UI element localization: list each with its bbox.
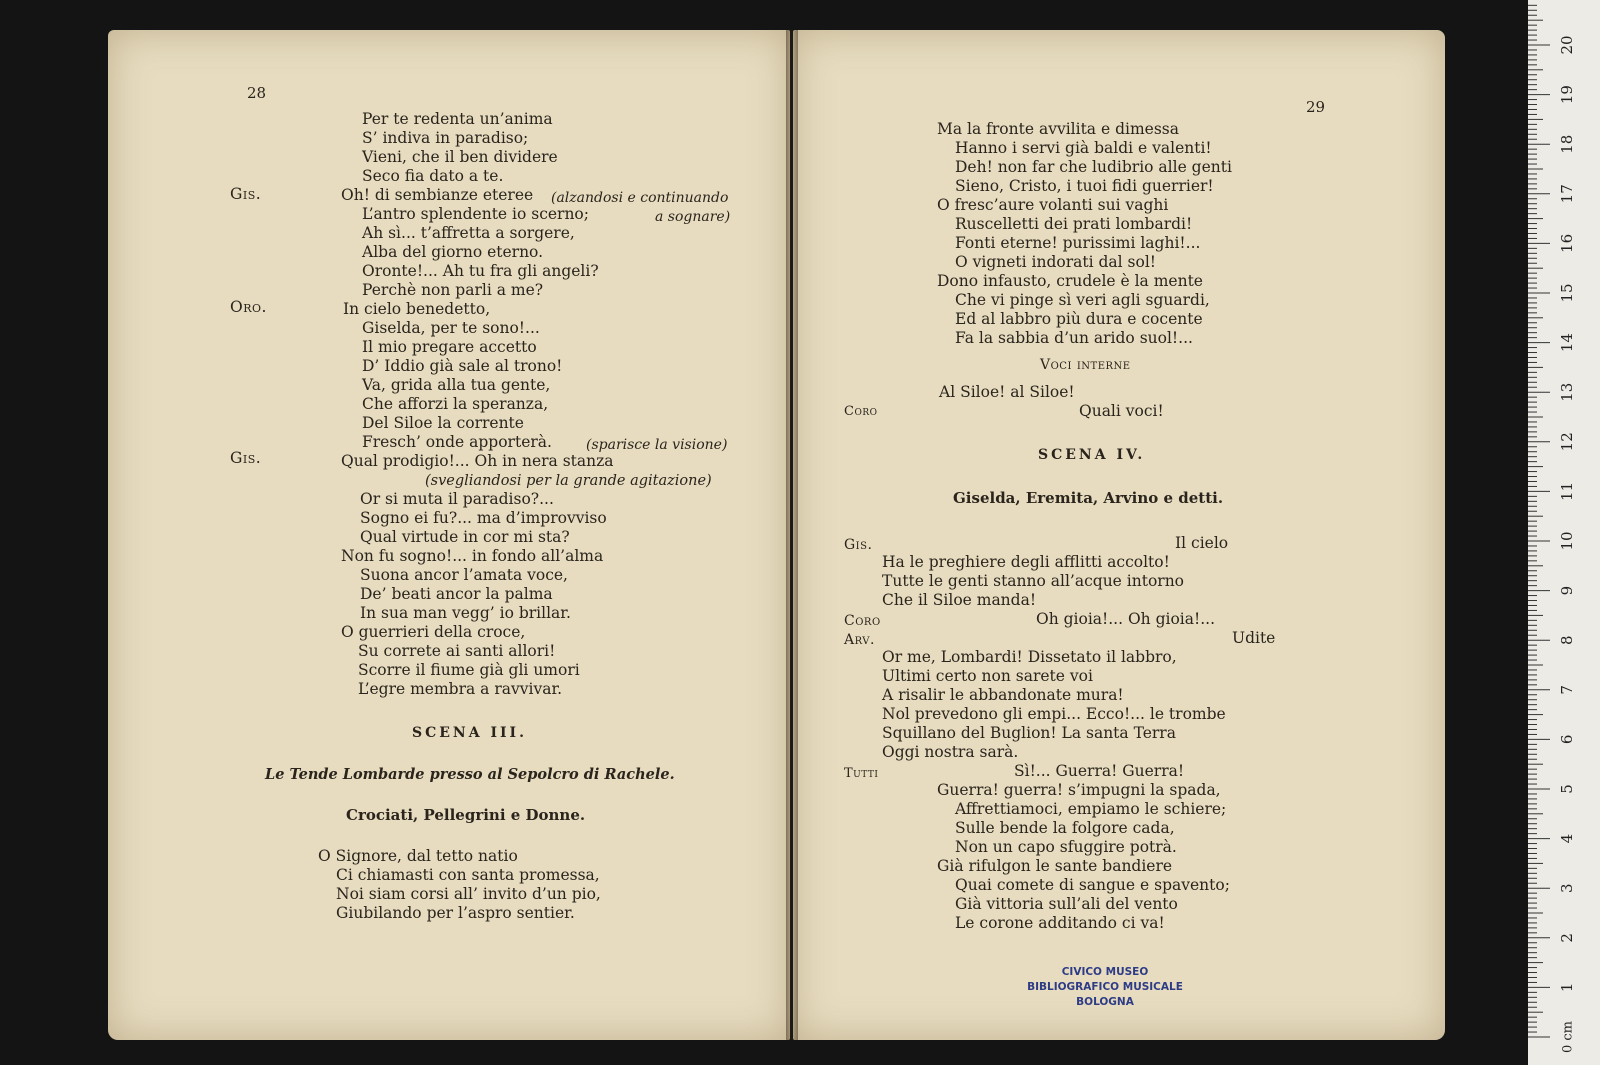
measuring-ruler xyxy=(1528,0,1600,1065)
library-stamp xyxy=(1020,965,1190,1010)
chorus-line: Ci chiamasti con santa promessa, xyxy=(336,866,600,884)
verse-line: Fresch’ onde apporterà. xyxy=(362,433,552,451)
ruler-number: 20 xyxy=(1558,35,1576,55)
verse-line: Hanno i servi già baldi e valenti! xyxy=(955,139,1212,157)
stage-direction: (svegliandosi per la grande agitazione) xyxy=(425,473,712,489)
verse-line: Va, grida alla tua gente, xyxy=(362,376,551,394)
ruler-number: 4 xyxy=(1558,833,1576,844)
speaker-label: Gis. xyxy=(230,449,262,467)
page-number: 29 xyxy=(1306,98,1326,116)
verse-line: L’egre membra a ravvivar. xyxy=(358,680,563,698)
verse-line: Guerra! guerra! s’impugni la spada, xyxy=(937,781,1221,799)
verse-line: Suona ancor l’amata voce, xyxy=(360,566,568,584)
ruler-number: 9 xyxy=(1558,585,1576,596)
verse-line: Seco fia dato a te. xyxy=(362,167,504,185)
verse-line: Oggi nostra sarà. xyxy=(882,743,1019,761)
verse-line: Sogno ei fu?... ma d’improvviso xyxy=(360,509,607,527)
verse-line: Or si muta il paradiso?... xyxy=(360,490,554,508)
verse-line: Sulle bende la folgore cada, xyxy=(955,819,1175,837)
verse-line: Che vi pinge sì veri agli sguardi, xyxy=(955,291,1210,309)
verse-line: Oh! di sembianze eteree xyxy=(341,186,534,204)
ruler-number: 10 xyxy=(1558,531,1576,551)
ruler-scale xyxy=(1528,0,1600,1065)
verse-line: Deh! non far che ludibrio alle genti xyxy=(955,158,1232,176)
verse-line: De’ beati ancor la palma xyxy=(360,585,553,603)
verse-line: Già vittoria sull’ali del vento xyxy=(955,895,1178,913)
stamp-line: CIVICO MUSEO xyxy=(1061,966,1149,978)
ruler-number: 1 xyxy=(1558,982,1576,993)
verse-line: Quai comete di sangue e spavento; xyxy=(955,876,1230,894)
chorus-line: Giubilando per l’aspro sentier. xyxy=(336,904,575,922)
ruler-zero-label: 0 cm xyxy=(1560,1020,1576,1054)
verse-line: Scorre il fiume già gli umori xyxy=(358,661,580,679)
verse-line: Qual prodigio!... Oh in nera stanza xyxy=(341,452,614,470)
ruler-number: 8 xyxy=(1558,635,1576,645)
speaker-label: Gis. xyxy=(230,185,262,203)
verse-line: Non un capo sfuggire potrà. xyxy=(955,838,1177,856)
verse-line: O fresc’aure volanti sui vaghi xyxy=(937,196,1169,214)
speaker-label: Gis. xyxy=(844,537,873,553)
verse-line: Alba del giorno eterno. xyxy=(362,243,544,261)
verse-line: Ruscelletti dei prati lombardi! xyxy=(955,215,1193,233)
ruler-number: 13 xyxy=(1558,382,1576,402)
speaker-label: Arv. xyxy=(844,632,875,648)
page-number: 28 xyxy=(247,84,267,102)
ruler-number: 11 xyxy=(1558,481,1576,501)
verse-line: A risalir le abbandonate mura! xyxy=(882,686,1124,704)
chorus-line: Noi siam corsi all’ invito d’un pio, xyxy=(336,885,601,903)
verse-line: Vieni, che il ben dividere xyxy=(362,148,558,166)
verse-line: O guerrieri della croce, xyxy=(341,623,526,641)
verse-line: Già rifulgon le sante bandiere xyxy=(937,857,1173,875)
verse-line: Squillano del Buglion! La santa Terra xyxy=(882,724,1176,742)
verse-line: Qual virtude in cor mi sta? xyxy=(360,528,570,546)
verse-line: Giselda, per te sono!... xyxy=(362,319,540,337)
verse-line: Or me, Lombardi! Dissetato il labbro, xyxy=(882,648,1177,666)
ruler-number: 12 xyxy=(1558,432,1576,452)
chorus-line: O Signore, dal tetto natio xyxy=(318,847,518,865)
ruler-number: 16 xyxy=(1558,233,1576,253)
verse-line: Il mio pregare accetto xyxy=(362,338,537,356)
verse-line: Ed al labbro più dura e cocente xyxy=(955,310,1203,328)
verse-line: Ha le preghiere degli afflitti accolto! xyxy=(882,553,1170,571)
ruler-number: 15 xyxy=(1558,283,1576,303)
speaker-label: Coro xyxy=(844,613,881,629)
verse-line: Nol prevedono gli empi... Ecco!... le trombe xyxy=(882,705,1226,723)
verse-line: Dono infausto, crudele è la mente xyxy=(937,272,1203,290)
ruler-number: 19 xyxy=(1558,85,1576,105)
verse-line: Oh gioia!... Oh gioia!... xyxy=(1036,610,1215,628)
verse-line: D’ Iddio già sale al trono! xyxy=(362,357,563,375)
ruler-number: 14 xyxy=(1558,333,1576,353)
verse-line: Ultimi certo non sarete voi xyxy=(882,667,1093,685)
verse-line: Che il Siloe manda! xyxy=(882,591,1037,609)
verse-line: Sieno, Cristo, i tuoi fidi guerrier! xyxy=(955,177,1214,195)
verse-line: Udite xyxy=(1232,629,1276,647)
scene-setting: Le Tende Lombarde presso al Sepolcro di Rachele. xyxy=(265,766,675,783)
verse-line: In sua man vegg’ io brillar. xyxy=(360,604,571,622)
voci-label: Voci interne xyxy=(1040,357,1131,373)
scene-characters: Crociati, Pellegrini e Donne. xyxy=(346,806,586,824)
ruler-number: 2 xyxy=(1558,933,1576,943)
verse-line: Ah sì... t’affretta a sorgere, xyxy=(362,224,575,242)
scene-heading: SCENA IV. xyxy=(1038,447,1146,463)
verse-line: Perchè non parli a me? xyxy=(362,281,544,299)
verse-line: Fonti eterne! purissimi laghi!... xyxy=(955,234,1201,252)
stage-direction: (sparisce la visione) xyxy=(586,437,728,453)
stamp-line: BOLOGNA xyxy=(1076,996,1134,1008)
speaker-label: Tutti xyxy=(844,766,879,781)
verse-line: Non fu sogno!... in fondo all’alma xyxy=(341,547,604,565)
verse-line: Tutte le genti stanno all’acque intorno xyxy=(882,572,1185,590)
verse-line: Quali voci! xyxy=(1079,402,1164,420)
verse-line: L’antro splendente io scerno; xyxy=(362,205,589,223)
book-gutter xyxy=(786,30,798,1040)
verse-line: O vigneti indorati dal sol! xyxy=(955,253,1157,271)
verse-line: Per te redenta un’anima xyxy=(362,110,553,128)
verse-line: Le corone additando ci va! xyxy=(955,914,1165,932)
ruler-number: 7 xyxy=(1558,685,1576,695)
ruler-number: 5 xyxy=(1558,784,1576,794)
stage-direction: a sognare) xyxy=(655,209,731,225)
verse-line: Sì!... Guerra! Guerra! xyxy=(1014,762,1185,780)
ruler-number: 18 xyxy=(1558,134,1576,154)
speaker-label: Oro. xyxy=(230,298,267,316)
verse-line: Su correte ai santi allori! xyxy=(358,642,556,660)
ruler-number: 3 xyxy=(1558,883,1576,893)
verse-line: In cielo benedetto, xyxy=(343,300,491,318)
verse-line: Oronte!... Ah tu fra gli angeli? xyxy=(362,262,599,280)
ruler-number: 17 xyxy=(1558,184,1576,204)
verse-line: S’ indiva in paradiso; xyxy=(362,129,529,147)
ruler-number: 6 xyxy=(1558,734,1576,745)
verse-line: Affrettiamoci, empiamo le schiere; xyxy=(955,800,1227,818)
scene-characters: Giselda, Eremita, Arvino e detti. xyxy=(953,489,1224,507)
verse-line: Fa la sabbia d’un arido suol!... xyxy=(955,329,1193,347)
scene-heading: SCENA III. xyxy=(412,725,527,741)
speaker-label: Coro xyxy=(844,404,878,419)
stamp-line: BIBLIOGRAFICO MUSICALE xyxy=(1027,981,1183,993)
verse-line: Che afforzi la speranza, xyxy=(362,395,549,413)
verse-line: Del Siloe la corrente xyxy=(362,414,524,432)
stage-direction: (alzandosi e continuando xyxy=(551,190,729,206)
verse-line: Il cielo xyxy=(1175,534,1229,552)
verse-line: Al Siloe! al Siloe! xyxy=(939,383,1075,401)
verse-line: Ma la fronte avvilita e dimessa xyxy=(937,120,1179,138)
